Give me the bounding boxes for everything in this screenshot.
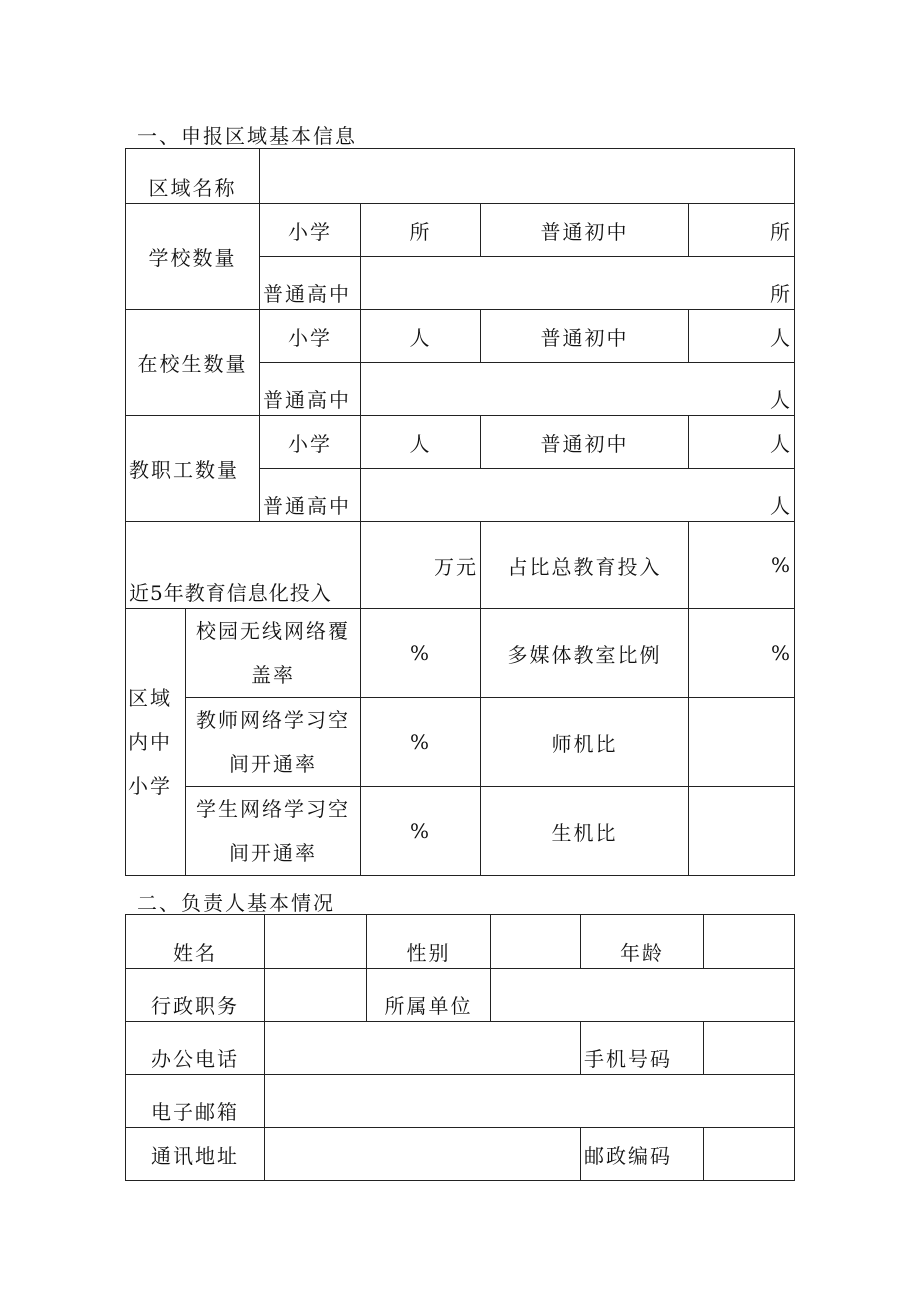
wireless-coverage-label: 校园无线网络覆盖率 bbox=[186, 609, 361, 698]
investment-ratio-pct[interactable]: % bbox=[689, 522, 795, 609]
person-info-table bbox=[125, 914, 795, 1181]
name-label: 姓名 bbox=[126, 915, 265, 969]
email-label: 电子邮箱 bbox=[126, 1075, 265, 1128]
student-senior-unit[interactable]: 人 bbox=[361, 363, 795, 416]
student-junior-label: 普通初中 bbox=[481, 310, 689, 363]
staff-primary-label: 小学 bbox=[260, 416, 361, 469]
school-primary-unit[interactable]: 所 bbox=[361, 204, 481, 257]
investment-unit[interactable]: 万元 bbox=[361, 522, 481, 609]
schools-group-label: 区域内中小学 bbox=[126, 609, 186, 876]
region-info-table bbox=[125, 148, 795, 876]
teacher-computer-ratio-label: 师机比 bbox=[481, 698, 689, 787]
postcode-value[interactable] bbox=[704, 1128, 795, 1181]
student-computer-ratio-label: 生机比 bbox=[481, 787, 689, 876]
staff-senior-label: 普通高中 bbox=[260, 469, 361, 522]
office-phone-label: 办公电话 bbox=[126, 1022, 265, 1075]
wireless-coverage-pct[interactable]: % bbox=[361, 609, 481, 698]
student-space-pct[interactable]: % bbox=[361, 787, 481, 876]
multimedia-ratio-label: 多媒体教室比例 bbox=[481, 609, 689, 698]
teacher-computer-ratio-value[interactable] bbox=[689, 698, 795, 787]
school-primary-label: 小学 bbox=[260, 204, 361, 257]
staff-junior-label: 普通初中 bbox=[481, 416, 689, 469]
student-senior-label: 普通高中 bbox=[260, 363, 361, 416]
office-phone-value[interactable] bbox=[265, 1022, 581, 1075]
school-senior-label: 普通高中 bbox=[260, 257, 361, 310]
unit-value[interactable] bbox=[491, 969, 795, 1022]
staff-count-label: 教职工数量 bbox=[126, 416, 260, 522]
staff-primary-unit[interactable]: 人 bbox=[361, 416, 481, 469]
teacher-space-label: 教师网络学习空间开通率 bbox=[186, 698, 361, 787]
school-junior-unit[interactable]: 所 bbox=[689, 204, 795, 257]
student-computer-ratio-value[interactable] bbox=[689, 787, 795, 876]
student-primary-label: 小学 bbox=[260, 310, 361, 363]
school-senior-unit[interactable]: 所 bbox=[361, 257, 795, 310]
mobile-label: 手机号码 bbox=[581, 1022, 704, 1075]
school-count-label: 学校数量 bbox=[126, 204, 260, 310]
section-1-title: 一、申报区域基本信息 bbox=[137, 124, 357, 148]
teacher-space-pct[interactable]: % bbox=[361, 698, 481, 787]
position-value[interactable] bbox=[265, 969, 367, 1022]
student-count-label: 在校生数量 bbox=[126, 310, 260, 416]
mobile-value[interactable] bbox=[704, 1022, 795, 1075]
address-value[interactable] bbox=[265, 1128, 581, 1181]
gender-value[interactable] bbox=[491, 915, 581, 969]
unit-label: 所属单位 bbox=[367, 969, 491, 1022]
school-junior-label: 普通初中 bbox=[481, 204, 689, 257]
age-label: 年龄 bbox=[581, 915, 704, 969]
student-primary-unit[interactable]: 人 bbox=[361, 310, 481, 363]
investment-label: 近5年教育信息化投入 bbox=[126, 522, 361, 609]
region-name-label: 区域名称 bbox=[126, 149, 260, 204]
staff-senior-unit[interactable]: 人 bbox=[361, 469, 795, 522]
student-junior-unit[interactable]: 人 bbox=[689, 310, 795, 363]
staff-junior-unit[interactable]: 人 bbox=[689, 416, 795, 469]
section-2-title: 二、负责人基本情况 bbox=[137, 891, 335, 915]
age-value[interactable] bbox=[704, 915, 795, 969]
region-name-value[interactable] bbox=[260, 149, 795, 204]
name-value[interactable] bbox=[265, 915, 367, 969]
student-space-label: 学生网络学习空间开通率 bbox=[186, 787, 361, 876]
gender-label: 性别 bbox=[367, 915, 491, 969]
address-label: 通讯地址 bbox=[126, 1128, 265, 1181]
postcode-label: 邮政编码 bbox=[581, 1128, 704, 1181]
investment-ratio-label: 占比总教育投入 bbox=[481, 522, 689, 609]
email-value[interactable] bbox=[265, 1075, 795, 1128]
multimedia-ratio-pct[interactable]: % bbox=[689, 609, 795, 698]
position-label: 行政职务 bbox=[126, 969, 265, 1022]
